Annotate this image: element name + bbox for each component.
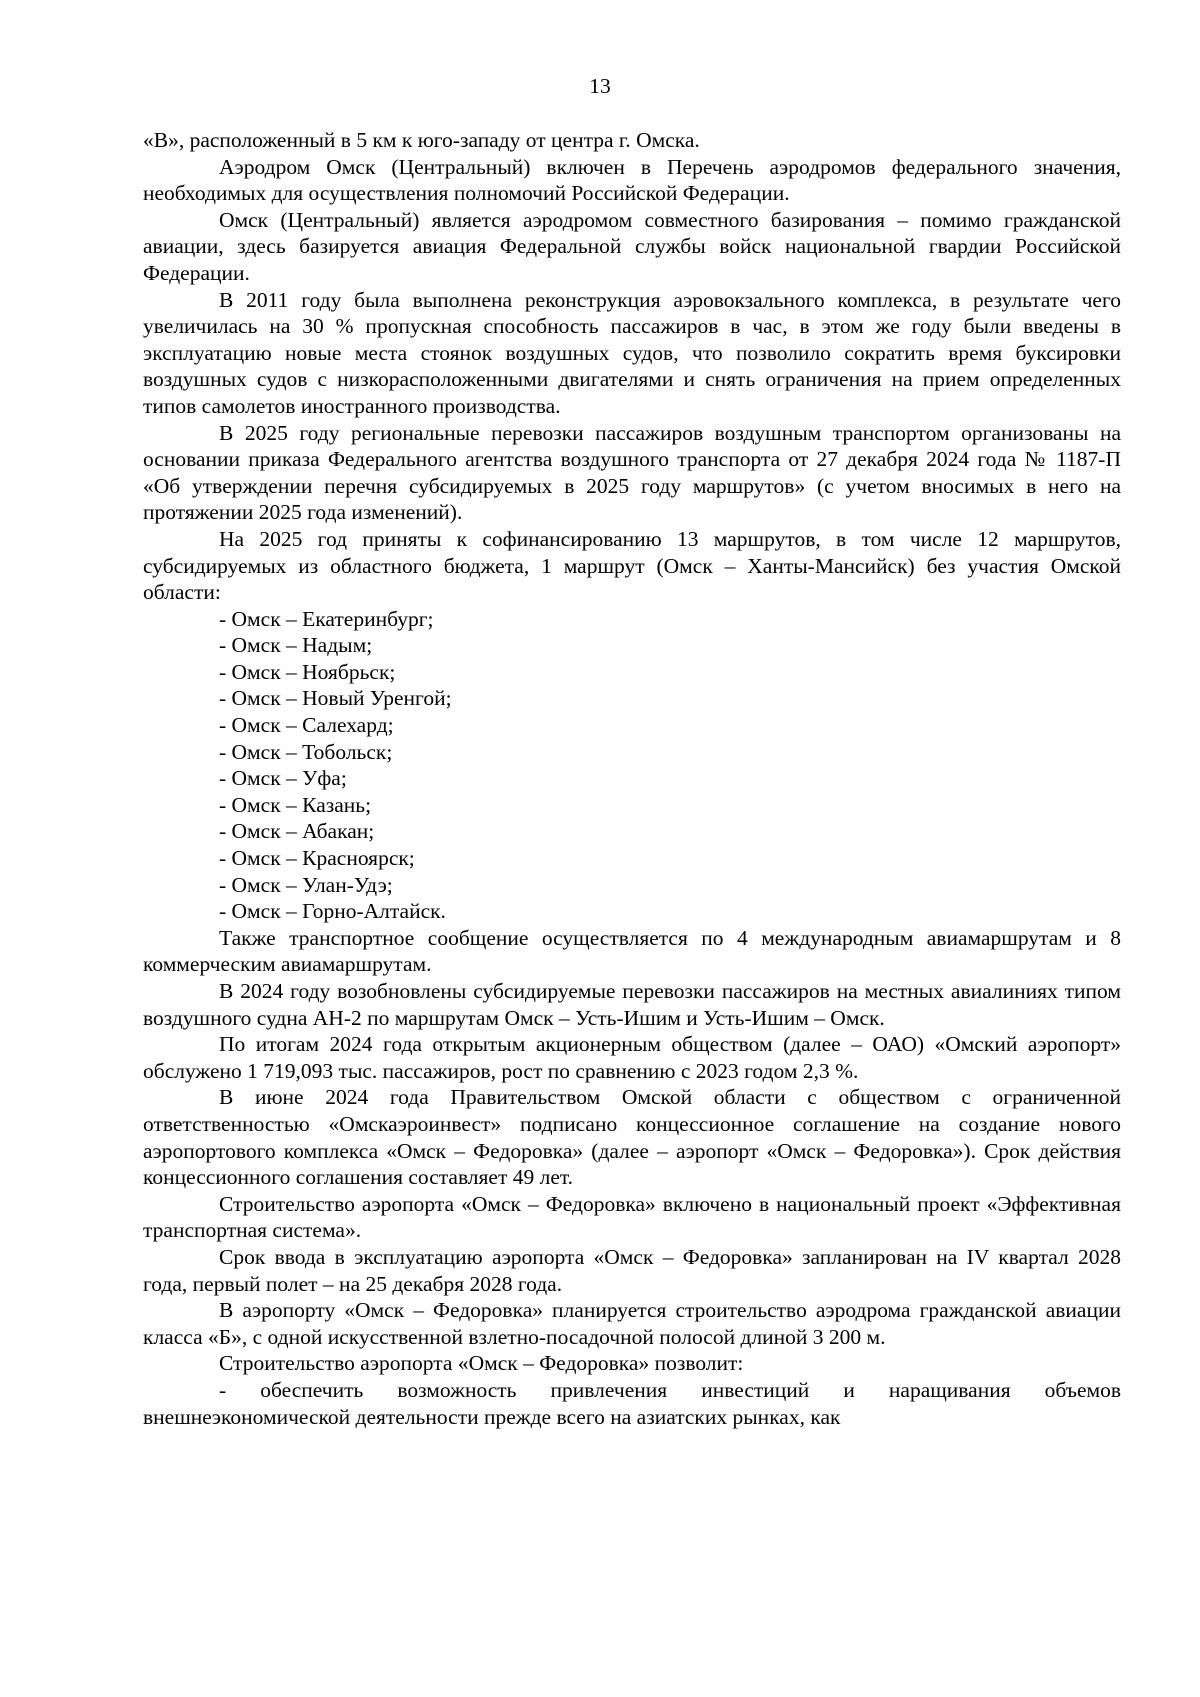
route-item: - Омск – Новый Уренгой; [219, 686, 452, 711]
route-item: - Омск – Уфа; [219, 766, 347, 791]
route-item: - Омск – Салехард; [219, 713, 394, 738]
route-item: - Омск – Екатеринбург; [219, 606, 434, 631]
paragraph: В 2011 году была выполнена реконструкция аэровокзального комплекса, в результате чего увеличилась на 30 % пропускная способность пассажиров в час, в этом же году были введены в эксплуатацию новые места стоянок воздушных судов, что позволило сократить время буксировки воздушных судов с низкорасположенными двигателями и снять ограничения на прием определенных типов самолетов иностранного производства. [143, 287, 1121, 418]
paragraph: По итогам 2024 года открытым акционерным обществом (далее – ОАО) «Омский аэропорт» обслужено 1 719,093 тыс. пассажиров, рост по сравнению с 2023 годом 2,3 %. [143, 1032, 1121, 1083]
route-item: - Омск – Ноябрьск; [219, 659, 396, 684]
paragraph: Строительство аэропорта «Омск – Федоровка» включено в национальный проект «Эффективная транспортная система». [143, 1191, 1121, 1243]
paragraph: В 2024 году возобновлены субсидируемые перевозки пассажиров на местных авиалиниях типом воздушного судна АН-2 по маршрутам Омск – Усть-Ишим и Усть-Ишим – Омск. [143, 979, 1121, 1030]
route-item: - Омск – Тобольск; [219, 739, 393, 764]
route-item: - Омск – Казань; [219, 792, 372, 817]
paragraph: Аэродром Омск (Центральный) включен в Перечень аэродромов федерального значения, необходимых для осуществления полномочий Российской Федерации. [143, 154, 1121, 206]
page-number: 13 [589, 74, 611, 98]
paragraph: Строительство аэропорта «Омск – Федоровка» позволит: [219, 1351, 744, 1376]
route-item: - Омск – Абакан; [219, 819, 375, 844]
paragraph-continuation: «В», расположенный в 5 км к юго-западу от центра г. Омска. [143, 128, 700, 152]
paragraph: Также транспортное сообщение осуществляется по 4 международным авиамаршрутам и 8 коммерческим авиамаршрутам. [143, 925, 1121, 977]
route-item: - Омск – Надым; [219, 633, 373, 658]
route-item: - Омск – Улан-Удэ; [219, 872, 393, 897]
paragraph: В аэропорту «Омск – Федоровка» планируется строительство аэродрома гражданской авиации класса «Б», с одной искусственной взлетно-посадочной полосой длиной 3 200 м. [143, 1298, 1121, 1349]
document-body [143, 127, 1121, 1430]
paragraph-truncated: - обеспечить возможность привлечения инвестиций и наращивания объемов внешнеэкономической деятельности прежде всего на азиатских рынках, как [143, 1377, 1121, 1429]
paragraph: На 2025 год приняты к софинансированию 13 маршрутов, в том числе 12 маршрутов, субсидируемых из областного бюджета, 1 маршрут (Омск – Ханты-Мансийск) без участия Омской области: [143, 526, 1121, 605]
paragraph: Срок ввода в эксплуатацию аэропорта «Омск – Федоровка» запланирован на IV квартал 2028 года, первый полет – на 25 декабря 2028 года. [143, 1244, 1121, 1296]
route-list [143, 606, 1121, 925]
paragraph: В июне 2024 года Правительством Омской области с обществом с ограниченной ответственностью «Омскаэроинвест» подписано концессионное соглашение на создание нового аэропортового комплекса «Омск – Федоровка» (далее – аэропорт «Омск – Федоровка»). Срок действия концессионного соглашения составляет 49 лет. [143, 1085, 1121, 1190]
paragraph: В 2025 году региональные перевозки пассажиров воздушным транспортом организованы на основании приказа Федерального агентства воздушного транспорта от 27 декабря 2024 года № 1187-П «Об утверждении перечня субсидируемых в 2025 году маршрутов» (с учетом вносимых в него на протяжении 2025 года изменений). [143, 420, 1121, 525]
route-item: - Омск – Красноярск; [219, 846, 415, 871]
paragraph: Омск (Центральный) является аэродромом совместного базирования – помимо гражданской авиации, здесь базируется авиация Федеральной службы войск национальной гвардии Российской Федерации. [143, 207, 1121, 285]
route-item: - Омск – Горно-Алтайск. [219, 899, 446, 924]
